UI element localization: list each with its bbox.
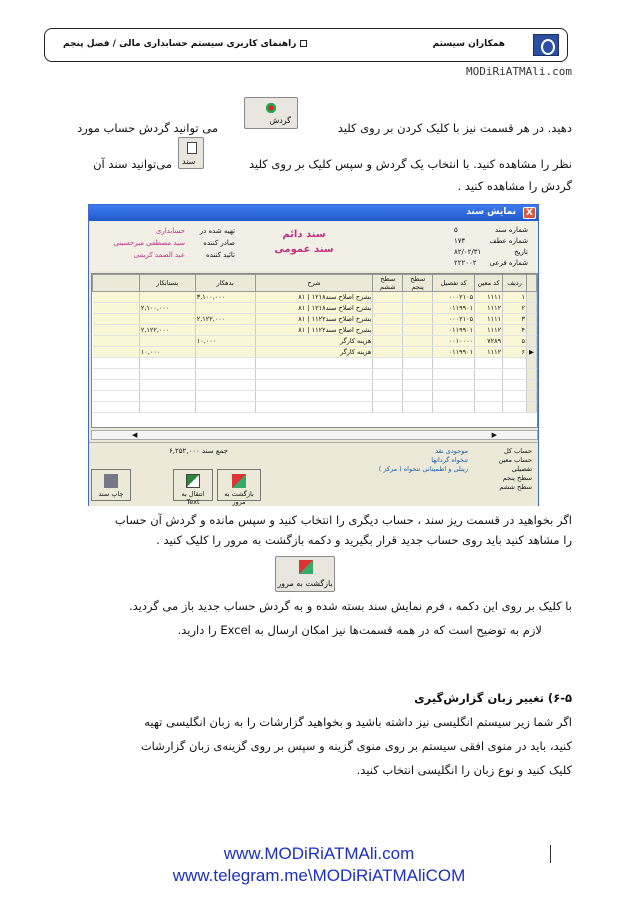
account-levels	[472, 447, 532, 492]
table-cell: ۲	[503, 303, 527, 314]
table-cell	[403, 314, 433, 325]
sum-label: جمع سند	[202, 447, 228, 455]
filler-cell	[93, 314, 140, 325]
current-row-pointer-icon[interactable]: ▶	[527, 347, 537, 358]
table-cell	[139, 314, 195, 325]
col-header[interactable]: ردیف	[503, 275, 527, 292]
empty-cell	[139, 402, 195, 413]
account-level: سطح پنجم	[502, 474, 532, 482]
table-cell: ۲,۱۰۰,۰۰۰	[139, 303, 195, 314]
document-lines-grid	[91, 273, 538, 428]
empty-cell	[255, 402, 373, 413]
table-cell: بشرح اصلاح سند۱۲۱۸ | ۸۱	[255, 303, 373, 314]
table-cell: ۳	[503, 314, 527, 325]
empty-cell	[527, 369, 537, 380]
filler-cell	[93, 347, 140, 358]
col-header[interactable]: کد تفصیل	[433, 275, 475, 292]
p1-line1a: دهید. در هر قسمت نیز با کلیک کردن بر روی کلید	[337, 121, 572, 135]
filler-header	[93, 275, 140, 292]
table-cell: ۰۰۱۰۰۰۰	[433, 336, 475, 347]
sanad-label: سند	[182, 157, 196, 166]
empty-cell	[527, 358, 537, 369]
empty-row	[93, 380, 537, 391]
table-cell	[373, 347, 403, 358]
empty-cell	[475, 402, 503, 413]
document-sum	[169, 447, 228, 455]
empty-cell	[527, 402, 537, 413]
table-cell: هزینه کارگر	[255, 336, 373, 347]
filler-cell	[93, 303, 140, 314]
empty-cell	[93, 380, 140, 391]
empty-cell	[373, 391, 403, 402]
empty-cell	[93, 358, 140, 369]
empty-cell	[373, 402, 403, 413]
empty-cell	[403, 358, 433, 369]
sum-value: ۶,۲۵۲,۰۰۰	[169, 447, 200, 455]
table-cell: ۲,۱۲۲,۰۰۰	[195, 314, 255, 325]
window-bottom-panel	[89, 442, 538, 506]
table-cell: ۱	[503, 292, 527, 303]
window-title: نمایش سند	[466, 207, 516, 217]
empty-cell	[403, 402, 433, 413]
table-cell	[195, 347, 255, 358]
table-cell	[373, 303, 403, 314]
footer-site-link[interactable]: www.MODiRiATMAli.com	[223, 844, 415, 863]
table-cell	[373, 292, 403, 303]
empty-cell	[93, 369, 140, 380]
col-header[interactable]: کد معین	[475, 275, 503, 292]
info-row: تاریخ ۸۲/۰۲/۳۱	[454, 248, 528, 256]
table-cell: بشرح اصلاح سند۱۲۱۸ | ۸۱	[255, 292, 373, 303]
empty-cell	[433, 358, 475, 369]
table-cell: ۱۱۱۱	[475, 292, 503, 303]
empty-cell	[373, 358, 403, 369]
empty-cell	[433, 380, 475, 391]
empty-row	[93, 402, 537, 413]
col-header[interactable]: بدهکار	[195, 275, 255, 292]
p3: با کلیک بر روی این دکمه ، فرم نمایش سند بسته شده و به گردش حساب جدید باز می گردید.	[128, 599, 572, 613]
company-name: همکاران سیستم	[432, 39, 505, 49]
gardesh-label: گردش	[269, 116, 291, 125]
col-header[interactable]: سطح پنجم	[403, 275, 433, 292]
table-cell: ۳,۱۰۰,۰۰۰	[195, 292, 255, 303]
table-row[interactable]	[93, 292, 537, 303]
p5-line1: اگر شما زیر سیستم انگلیسی نیز داشته باشید و بخواهید گزارشات را به زبان انگلیسی تهیه	[144, 715, 572, 729]
account-value: زینلی و اطمینانی تنخواه ( مرکز )	[378, 465, 468, 473]
empty-row	[93, 391, 537, 402]
table-row[interactable]	[93, 303, 537, 314]
table-cell	[403, 347, 433, 358]
empty-cell	[433, 402, 475, 413]
empty-cell	[139, 369, 195, 380]
info-row: تهیه شده در حسابداری	[155, 227, 235, 235]
empty-cell	[475, 369, 503, 380]
table-cell	[139, 336, 195, 347]
table-cell: ۰۰۰۲۱۰۵	[433, 314, 475, 325]
empty-cell	[433, 391, 475, 402]
p1-line3: گردش را مشاهده کنید .	[457, 179, 572, 193]
scroll-left-icon[interactable]: ◀	[132, 431, 138, 439]
table-cell	[403, 336, 433, 347]
square-bullet-icon	[300, 40, 307, 47]
empty-cell	[475, 358, 503, 369]
table-header	[93, 275, 537, 292]
table-cell: ۴	[503, 325, 527, 336]
table-cell: ۱۱۱۱	[475, 314, 503, 325]
gardesh-button[interactable]	[244, 97, 298, 129]
filler-cell	[93, 336, 140, 347]
empty-cell	[139, 380, 195, 391]
table-row[interactable]	[93, 314, 537, 325]
col-header[interactable]: شرح	[255, 275, 373, 292]
filler-cell	[93, 292, 140, 303]
empty-cell	[255, 358, 373, 369]
account-value: موجودی نقد	[435, 447, 468, 455]
empty-cell	[503, 391, 527, 402]
empty-cell	[475, 380, 503, 391]
empty-cell	[255, 391, 373, 402]
empty-row	[93, 369, 537, 380]
table-cell: بشرح اصلاح سند۱۱۲۲ | ۸۱	[255, 325, 373, 336]
table-cell: ۱۱۱۲	[475, 303, 503, 314]
account-level: تفصیلی	[511, 465, 532, 473]
p1-line2b: می‌توانید سند آن	[93, 157, 172, 171]
section-heading: ۶-۵) تغییر زبان گزارش‌گیری	[414, 691, 572, 705]
empty-cell	[255, 369, 373, 380]
header-site: MODiRiATMAli.com	[466, 65, 572, 78]
table-cell	[373, 325, 403, 336]
doc-type-general: سند عمومی	[274, 244, 334, 255]
table-cell: ۱۰,۰۰۰	[195, 336, 255, 347]
p5-line3: کلیک کنید و نوع زبان را انگلیسی انتخاب کنید.	[356, 763, 572, 777]
empty-cell	[93, 391, 140, 402]
p1-line2a: نظر را مشاهده کنید. با انتخاب یک گردش و سپس کلیک بر روی کلید	[248, 157, 572, 171]
table-cell: ۱۱۱۲	[475, 347, 503, 358]
table-cell: ۶	[503, 347, 527, 358]
row-selector[interactable]	[527, 336, 537, 347]
p4: لازم به توضیح است که در همه قسمت‌ها نیز امکان ارسال به Excel را دارید.	[177, 623, 542, 637]
document-info-panel	[89, 221, 538, 271]
row-selector[interactable]	[527, 314, 537, 325]
account-value: تنخواه گردانها	[431, 456, 468, 464]
empty-cell	[527, 380, 537, 391]
empty-cell	[503, 358, 527, 369]
account-level: سطح ششم	[499, 483, 532, 491]
table-row[interactable]	[93, 347, 537, 358]
p5-line2: کنید، باید در منوی افقی سیستم بر روی منوی گزینه و سپس بر روی گزینه‌ی زبان گزارشات	[140, 739, 572, 753]
p1-line1b: می توانید گردش حساب مورد	[77, 121, 218, 135]
empty-cell	[195, 369, 255, 380]
back-icon	[299, 560, 313, 574]
back-to-browse-image-button[interactable]: بازگشت به مرور	[275, 556, 335, 592]
empty-cell	[527, 391, 537, 402]
document-view-window	[88, 204, 539, 506]
filler-cell	[93, 325, 140, 336]
empty-cell	[433, 369, 475, 380]
table-cell: ۰۱۱۹۹۰۱	[433, 325, 475, 336]
p2-line1: اگر بخواهید در قسمت ریز سند ، حساب دیگری را انتخاب کنید و سپس مانده و گردش آن حساب	[114, 513, 572, 527]
footer-telegram-link[interactable]: www.telegram.me\MODiRiATMAliCOM	[172, 866, 466, 885]
empty-cell	[503, 380, 527, 391]
table-cell: بشرح اصلاح سند۱۱۲۲ | ۸۱	[255, 314, 373, 325]
doc-type-permanent: سند دائم	[282, 229, 326, 240]
account-level: حساب کل	[504, 447, 532, 455]
guide-title: راهنمای کاربری سیستم حسابداری مالی / فصل پنجم	[63, 39, 307, 49]
empty-cell	[475, 391, 503, 402]
back-icon	[232, 474, 246, 488]
table-cell	[403, 325, 433, 336]
page-header	[44, 28, 568, 62]
info-row: شماره سند ۵	[454, 226, 528, 234]
row-selector[interactable]	[527, 303, 537, 314]
empty-cell	[93, 402, 140, 413]
table-cell: ۰۱۱۹۹۰۱	[433, 347, 475, 358]
empty-cell	[503, 369, 527, 380]
table-cell: ۰۰۰۲۱۰۵	[433, 292, 475, 303]
window-titlebar	[89, 205, 538, 221]
table-cell: ۲,۱۲۲,۰۰۰	[139, 325, 195, 336]
document-icon	[187, 142, 197, 154]
empty-cell	[255, 380, 373, 391]
info-row: تائید کننده عبد الصمد کریمی	[133, 251, 235, 259]
horizontal-scrollbar[interactable]	[91, 430, 538, 440]
company-logo-icon	[533, 34, 559, 56]
empty-cell	[195, 380, 255, 391]
scroll-right-icon[interactable]: ▶	[491, 431, 497, 439]
empty-cell	[195, 391, 255, 402]
empty-cell	[373, 380, 403, 391]
empty-row	[93, 358, 537, 369]
table-cell	[403, 292, 433, 303]
empty-cell	[373, 369, 403, 380]
document-numbers	[454, 225, 528, 269]
table-cell	[139, 292, 195, 303]
table-cell	[373, 336, 403, 347]
printer-icon	[104, 474, 118, 488]
row-selector[interactable]	[527, 325, 537, 336]
row-selector-header	[527, 275, 537, 292]
table-row[interactable]	[93, 336, 537, 347]
turnover-icon	[265, 102, 277, 114]
row-selector[interactable]	[527, 292, 537, 303]
table-cell: ۷۲۸۹	[475, 336, 503, 347]
empty-cell	[403, 380, 433, 391]
empty-cell	[403, 369, 433, 380]
sanad-button[interactable]	[178, 137, 204, 169]
info-row: شماره عطف ۱۷۴	[454, 237, 528, 245]
table-cell	[195, 303, 255, 314]
account-level: حساب معین	[498, 456, 532, 464]
account-values	[358, 447, 468, 474]
empty-cell	[403, 391, 433, 402]
table-cell: ۰۱۱۹۹۰۱	[433, 303, 475, 314]
lines-table	[92, 274, 537, 413]
export-text-button[interactable]: انتقال به Text	[173, 469, 213, 501]
empty-cell	[503, 402, 527, 413]
table-row[interactable]	[93, 325, 537, 336]
back-to-browse-button[interactable]: بازگشت به مرور	[217, 469, 261, 501]
empty-cell	[195, 402, 255, 413]
table-cell: ۱۰,۰۰۰	[139, 347, 195, 358]
table-cell	[403, 303, 433, 314]
table-cell: هزینه کارگر	[255, 347, 373, 358]
info-row: شماره فرعی ۲۲۲۰۰۲	[454, 259, 528, 267]
col-header[interactable]: بستانکار	[139, 275, 195, 292]
export-icon	[186, 474, 200, 488]
col-header[interactable]: سطح ششم	[373, 275, 403, 292]
empty-cell	[195, 358, 255, 369]
document-people	[95, 225, 235, 261]
table-cell	[373, 314, 403, 325]
print-document-button[interactable]: چاپ سند	[91, 469, 131, 501]
table-cell: ۱۱۱۲	[475, 325, 503, 336]
table-cell	[195, 325, 255, 336]
empty-cell	[139, 358, 195, 369]
close-icon[interactable]: X	[523, 207, 536, 219]
p2-line2: را مشاهد کنید باید روی حساب جدید قرار بگیرید و دکمه بازگشت به مرور را کلیک کنید .	[156, 533, 572, 547]
table-cell: ۵	[503, 336, 527, 347]
document-type	[269, 227, 339, 257]
empty-cell	[139, 391, 195, 402]
info-row: صادر کننده سید مصطفی میرحسینی	[113, 239, 235, 247]
